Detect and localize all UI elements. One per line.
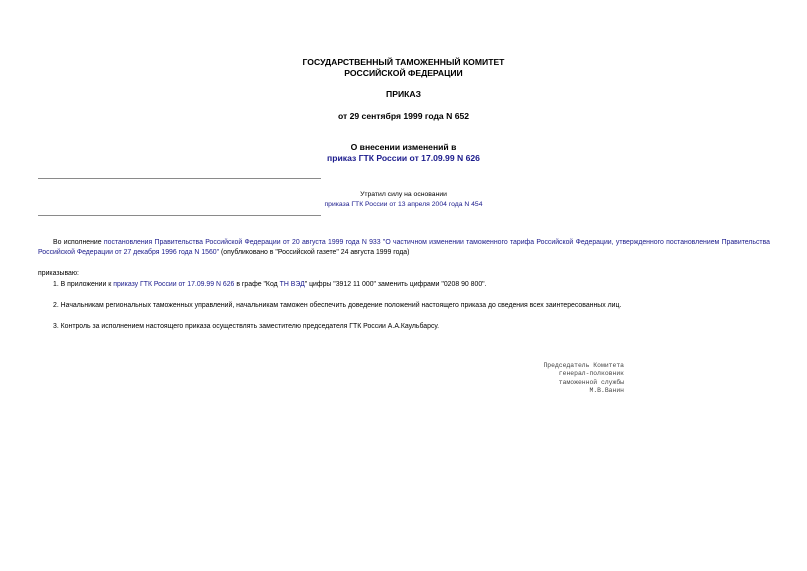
status-note	[0, 190, 807, 210]
signature-name: М.В.Ванин	[589, 386, 624, 394]
item1-mid: в графе "Код	[236, 281, 278, 288]
intro-suffix: (опубликовано в "Российской газете" 24 августа 1999 года)	[221, 249, 410, 256]
signature-line3: таможенной службы	[558, 378, 624, 386]
doc-type-title: ПРИКАЗ	[386, 89, 421, 99]
doc-subject	[0, 142, 807, 164]
intro-paragraph	[38, 238, 770, 258]
order-626-link[interactable]: приказу ГТК России от 17.09.99 N 626	[113, 281, 235, 288]
government-decree-link[interactable]: постановления Правительства Российской Федерации от 20 августа 1999 года N 933 "О частичном изменении таможенного тарифа Российской Федерации, утвержденного постановлением Правительства Российской Федерации от 27 декабря 1996 года N 1560"	[38, 239, 770, 256]
repeal-order-link[interactable]: приказа ГТК России от 13 апреля 2004 года N 454	[324, 201, 483, 208]
item1-prefix: 1. В приложении к	[53, 281, 112, 288]
tn-ved-link[interactable]: ТН ВЭД	[279, 281, 305, 288]
subject-order-link[interactable]: приказ ГТК России от 17.09.99 N 626	[327, 153, 480, 163]
divider-bottom	[38, 215, 321, 216]
item1-suffix: " цифры "3912 11 000" заменить цифрами "0208 90 800".	[304, 281, 487, 288]
order-item-2: 2. Начальникам региональных таможенных управлений, начальникам таможен обеспечить доведение положений настоящего приказа до сведения всех заинтересованных лиц.	[53, 302, 622, 309]
org-name-line2: РОССИЙСКОЙ ФЕДЕРАЦИИ	[344, 68, 463, 78]
status-note-text: Утратил силу на основании	[360, 191, 447, 198]
document-header	[0, 57, 807, 79]
org-name-line1: ГОСУДАРСТВЕННЫЙ ТАМОЖЕННЫЙ КОМИТЕТ	[302, 57, 505, 67]
signature-block	[520, 362, 624, 395]
signature-line2: генерал-полковник	[558, 370, 624, 378]
order-item-3: 3. Контроль за исполнением настоящего приказа осуществлять заместителю председателя ГТК России А.А.Каульбарсу.	[53, 323, 440, 330]
intro-prefix: Во исполнение	[53, 239, 102, 246]
doc-date-number: от 29 сентября 1999 года N 652	[337, 111, 470, 121]
divider-top	[38, 178, 321, 179]
subject-line1: О внесении изменений в	[350, 142, 457, 152]
signature-line1: Председатель Комитета	[543, 362, 624, 369]
order-item-1	[38, 280, 770, 290]
order-word: приказываю:	[38, 270, 79, 277]
